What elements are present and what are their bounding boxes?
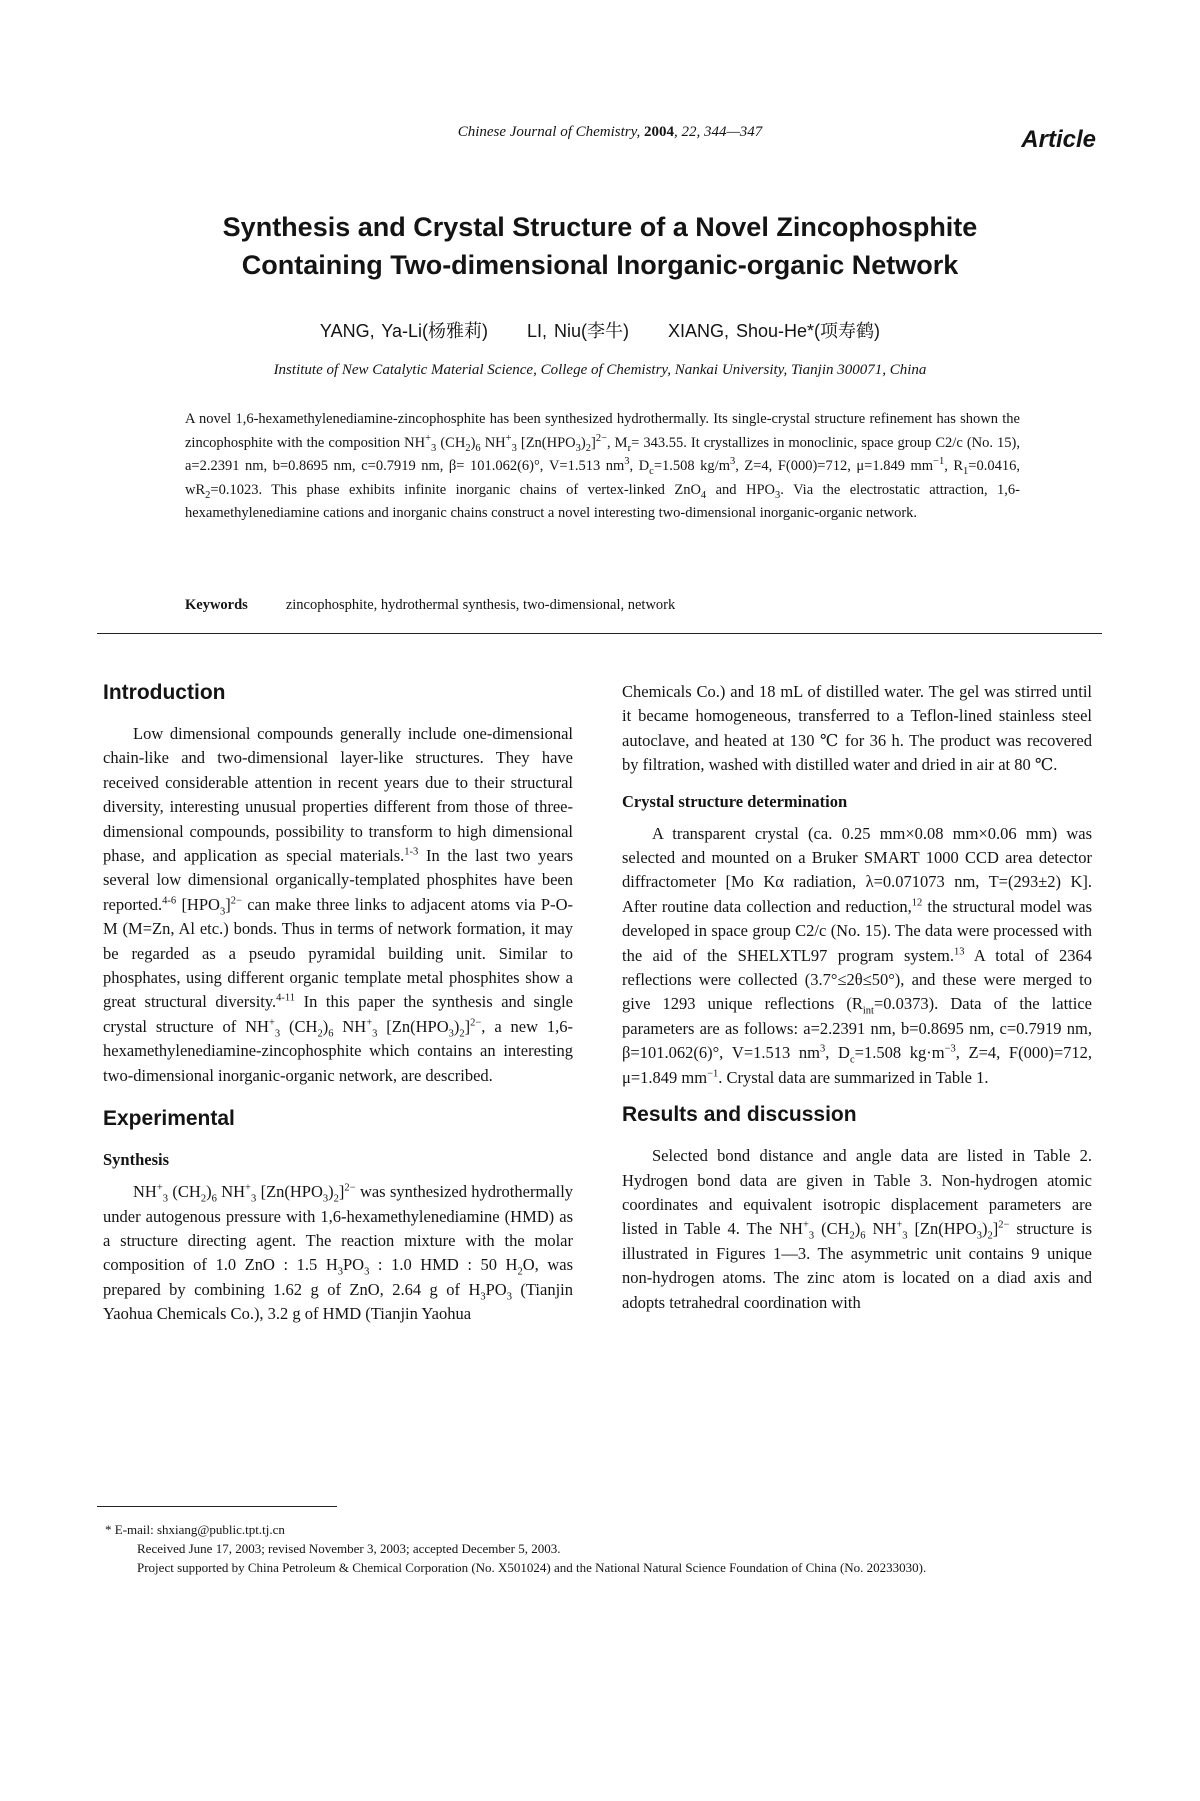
sub: 3 [431,442,437,454]
footnote-funding: Project supported by China Petroleum & Chemical Corporation (No. X501024) and the National Natural Science Foundation of China (No. 20233030). [137,1560,927,1575]
sub: 3 [219,906,226,918]
synthesis-paragraph-cont: Chemicals Co.) and 18 mL of distilled water. The gel was stirred until it became homogeneous, transferred to a Teflon-lined stainless steel autoclave, and heated at 130 ℃ for 36 h. The product was recovered by filtration, washed with distilled water and dried in air at 80 ℃. [622,682,1092,775]
body-text: O, was prepared by combining 1.62 g of ZnO, 2.64 g of H [103,1255,574,1299]
body-text: , D [825,1043,850,1063]
body-text: the structural model was developed in space group C2/c (No. 15). The data were processed with the aid of the SHELXTL97 program system. [622,896,1092,965]
body-text: PO [343,1255,365,1275]
keywords-label: Keywords [185,597,248,613]
sub: 3 [337,1266,343,1278]
paper-title-line1: Synthesis and Crystal Structure of a Novel Zincophosphite [222,212,978,242]
left-column [103,680,573,1327]
author-2: LI, Niu(李牛) [526,321,629,341]
sup: + [245,1182,251,1194]
body-text: , Z=4, F(000)=712, μ=1.849 mm [622,1043,1093,1087]
body-text: ] [338,1182,345,1202]
sub: 1 [963,465,969,477]
sub: 3 [511,442,517,454]
sub: 2 [849,1230,855,1242]
abstract-text: , R [944,458,964,474]
spacer [622,1090,1092,1102]
sub: 6 [860,1230,866,1242]
sub: c [649,465,654,477]
sup: + [505,432,512,444]
sup: 2− [230,895,242,907]
crystal-paragraph [622,822,1092,1090]
sub: r [627,442,632,454]
keywords-text: zincophosphite, hydrothermal synthesis, two-dimensional, network [285,597,676,613]
sub: 3 [808,1230,815,1242]
body-text: In this paper the synthesis and single crystal structure of NH [103,992,573,1036]
sub: 3 [976,1230,983,1242]
abstract-text: and HPO [706,481,776,498]
body-text: can make three links to adjacent atoms via P-O-M (M=Zn, Al etc.) bonds. Thus in terms of network formation, it may be regarded as a pseudo pyramidal building unit. Similar to phosphates, using different organic template metal phosphites show a great structural diversity. [103,894,573,1012]
author-3: XIANG, Shou-He*(项寿鹤) [668,321,881,341]
body-text: ] [464,1016,471,1036]
body-text: [Zn(HPO [914,1219,977,1239]
abstract-text: ] [591,434,596,451]
author-list [100,317,1100,343]
sub: 3 [575,442,581,454]
body-text: ] [992,1219,999,1239]
synthesis-paragraph [103,1180,573,1326]
abstract-text: , D [629,458,650,474]
abstract-text: [Zn(HPO [520,434,576,451]
sup: 3 [820,1043,826,1055]
keywords [185,597,675,614]
sub: 2 [205,489,211,501]
body-text: NH [133,1182,157,1202]
citation: 13 [953,946,965,958]
spacer [622,778,1092,790]
sub: 2 [333,1193,339,1205]
sup: + [268,1017,275,1029]
abstract-text: = 343.55. It crystallizes in monoclinic, space group C2/c (No. 15), a=2.2391 nm, b=0.8695 nm, c=0.7919 nm, β= 101.062(6)°, V=1.513 nm [185,434,1020,474]
section-heading-results: Results and discussion [622,1103,857,1127]
sub: c [849,1054,855,1066]
body-text: ) [322,1016,329,1036]
body-text: [HPO [176,894,220,914]
journal-year: 2004 [643,124,674,140]
sup: −3 [944,1043,956,1055]
section-heading-experimental: Experimental [103,1107,235,1131]
sub: 4 [700,489,707,501]
sup: + [802,1219,809,1231]
sub: 2 [200,1193,207,1205]
sup: 3 [729,456,736,468]
body-text: ) [854,1219,861,1239]
sup: −1 [933,456,945,468]
sub: 2 [585,442,591,454]
sub: 3 [364,1266,370,1278]
sup: 2− [344,1182,356,1194]
body-text: (CH [172,1182,201,1202]
sup: 2− [470,1017,482,1029]
body-text: ) [328,1182,334,1202]
body-text: A transparent crystal (ca. 0.25 mm×0.08 mm×0.06 mm) was selected and mounted on a Bruker SMART 1000 CCD area detector diffractometer [Mo Kα radiation, λ=0.071073 nm, T=(293±2) K]. After routine data collection and reduction, [622,823,1092,916]
right-column [622,680,1092,1315]
sub: 3 [162,1193,169,1205]
footnotes [105,1520,1100,1577]
body-text: : 1.0 HMD : 50 H [369,1255,518,1275]
abstract-text: ) [580,434,586,451]
author-1: YANG, Ya-Li(杨雅莉) [319,321,488,341]
sub: 3 [480,1291,486,1303]
body-text: structure is illustrated in Figures 1—3. The asymmetric unit contains 9 unique non-hydrogen atoms. The zinc atom is located on a diad axis and adopts tetrahedral coordination with [622,1219,1093,1312]
body-text: Low dimensional compounds generally include one-dimensional chain-like and two-dimensional layer-like structures. They have received considerable attention in recent years due to their structural diversity, interesting unusual properties different from those of three-dimensional compounds, possibility to transform to high dimensional phase, and application as special materials. [103,724,573,866]
divider [97,633,1102,634]
sub: 3 [902,1230,908,1242]
abstract-text: , Z=4, F(000)=712, μ=1.849 mm [735,458,934,474]
abstract-text: =0.0416, wR [185,458,1020,498]
body-text: A total of 2364 reflections were collected (3.7°≤2θ≤50°), and these were merged to give 1293 unique reflections (R [622,945,1092,1014]
sub: 2 [459,1028,465,1040]
body-text: NH [342,1016,367,1036]
abstract-text: =1.508 kg/m [653,458,730,474]
body-text: was synthesized hydrothermally under autogenous pressure with 1,6-hexamethylenediamine (HMD) as a structure directing agent. The reaction mixture with the molar composition of 1.0 ZnO : 1.5 H [103,1182,574,1275]
sub: int [862,1005,874,1017]
journal-volume-pages: , 22, 344—347 [673,124,763,140]
sub: 2 [987,1230,993,1242]
body-text: =1.508 kg·m [854,1043,945,1063]
citation: 4-11 [276,992,296,1004]
body-text: [Zn(HPO [386,1016,449,1036]
subheading-synthesis: Synthesis [103,1150,170,1170]
sub: 6 [475,442,481,454]
footnote-received: Received June 17, 2003; revised November 3, 2003; accepted December 5, 2003. [137,1541,561,1556]
subheading-crystal-structure: Crystal structure determination [622,791,848,811]
sub: 3 [274,1028,281,1040]
sub: 6 [328,1028,334,1040]
sup: + [156,1182,163,1194]
body-text: (Tianjin Yaohua Chemicals Co.), 3.2 g of HMD (Tianjin Yaohua [103,1279,573,1324]
sup: + [366,1017,373,1029]
section-heading-introduction: Introduction [103,681,226,704]
results-paragraph [622,1144,1092,1315]
body-text: [Zn(HPO [260,1182,323,1202]
footnote-divider [97,1506,337,1507]
body-text: ) [206,1182,212,1202]
abstract-text: NH [484,434,506,451]
body-text: Selected bond distance and angle data are listed in Table 2. Hydrogen bond data are given in Table 3. Non-hydrogen atomic coordinates and equivalent isotropic displacement parameters are listed in Table 4. The [622,1146,1092,1239]
abstract-text: ) [470,434,476,451]
body-text: NH [779,1219,803,1239]
sup: −1 [707,1068,719,1080]
sub: 3 [322,1193,329,1205]
body-text: ) [982,1219,988,1239]
intro-paragraph: Low dimensional compounds generally include one-dimensional chain-like and two-dimensional layer-like structures. They have received considerable attention in recent years due to their structural diversity, interesting unusual properties different from those of three-dimensional compounds, possibility to transform to high dimensional phase, and application as special materials.$^{1-3}$ In the last two years several low dimensional organically-templated phosphites have been reported.$^{4-6}$ $[HPO_3]^{2-}$ can make three links to adjacent atoms via P-O-M (M=Zn, Al etc.) bonds. Thus in terms of network formation, it may be regarded as a pseudo pyramidal building unit. Similar to phosphates, using different organic template metal phosphites show a great structural diversity.$^{4-11}$ In this paper the synthesis and single crystal structure of $NH^+_3$ $(CH_2)_6$ $NH^+_3$ $[Zn(HPO_3)_2]^{2-}$, a new 1,6-hexamethylenediamine-zincophosphite which contains an interesting two-dimensional inorganic-organic network, are described. [103,724,574,1085]
body-text: PO [485,1279,507,1299]
sub: 3 [372,1028,378,1040]
spacer [103,1088,573,1106]
body-text: NH [872,1219,897,1239]
sub: 3 [506,1291,512,1303]
article-tag: Article [1021,126,1096,153]
sub: 2 [517,1266,523,1278]
body-text: , a new 1,6-hexamethylenediamine-zincophosphite which contains an interesting two-dimensional inorganic-organic network, are described. [103,1016,574,1085]
abstract-text: . Via the electrostatic attraction, 1,6-hexamethylenediamine cations and inorganic chains construct a novel interesting two-dimensional inorganic-organic network. [185,481,1021,521]
citation: 12 [911,897,923,909]
citation: 1-3 [404,846,419,858]
sub: 6 [211,1193,217,1205]
sub: 3 [250,1193,257,1205]
abstract [185,408,1020,526]
citation: 4-6 [162,895,177,907]
affiliation: Institute of New Catalytic Material Science, College of Chemistry, Nankai University, Tianjin 300071, China [273,362,927,378]
paper-title-line2: Containing Two-dimensional Inorganic-organic Network [241,250,959,280]
abstract-text: (CH [440,434,466,451]
body-text: (CH [821,1219,850,1239]
journal-citation [300,124,920,141]
abstract-text: A novel 1,6-hexamethylenediamine-zincophosphite has been synthesized hydrothermally. Its single-crystal structure refinement has shown the zincophosphite with the composition NH [185,411,1020,451]
sub: 3 [448,1028,454,1040]
sup: 3 [624,456,630,468]
body-text: (CH [289,1016,318,1036]
body-text: =0.0373). Data of the lattice parameters are as follows: a=2.2391 nm, b=0.8695 nm, c=0.7919 nm, β=101.062(6)°, V=1.513 nm [622,994,1092,1063]
sub: 2 [317,1028,323,1040]
sup: 2− [998,1219,1010,1231]
paper-title [100,208,1100,284]
journal-name: Chinese Journal of Chemistry, [457,124,641,140]
body-text: NH [221,1182,246,1202]
abstract-text: , M [607,434,628,451]
footnote-email: * E-mail: shxiang@public.tpt.tj.cn [105,1522,285,1537]
abstract-text: =0.1023. This phase exhibits infinite inorganic chains of vertex-linked ZnO [210,481,701,498]
body-text: In the last two years several low dimensional organically-templated phosphites have been reported. [103,846,573,914]
sup: + [896,1219,903,1231]
sup: + [425,432,432,444]
body-text: . Crystal data are summarized in Table 1. [718,1067,989,1087]
sub: 2 [465,442,471,454]
sub: 3 [775,489,781,501]
body-text: ) [453,1016,460,1036]
sup: 2− [595,432,608,444]
